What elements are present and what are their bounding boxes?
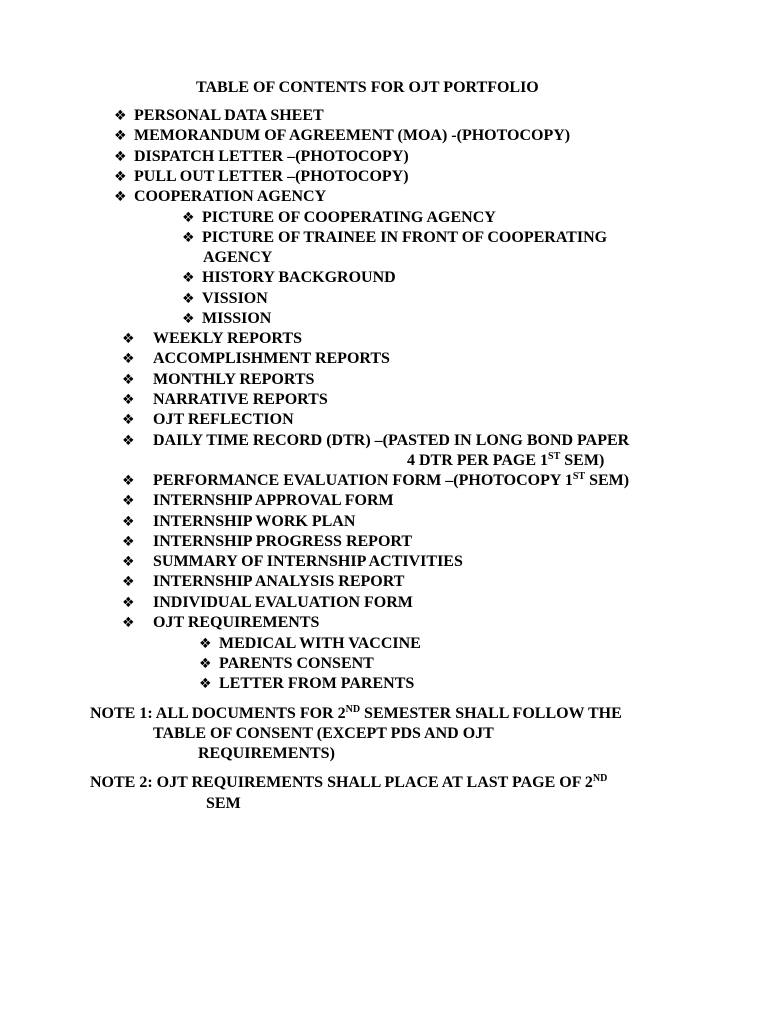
list-item-label: ACCOMPLISHMENT REPORTS	[153, 350, 390, 367]
list-item	[122, 552, 463, 572]
diamond-bullet-icon: ❖	[122, 554, 135, 570]
note-2-text: NOTE 2: OJT REQUIREMENTS SHALL PLACE AT LAST PAGE OF 2	[90, 774, 593, 791]
superscript: ST	[572, 471, 586, 482]
diamond-bullet-icon: ❖	[114, 108, 127, 124]
list-item	[122, 471, 629, 491]
list-item	[122, 532, 412, 552]
note-1	[90, 704, 622, 724]
list-item-label: PERFORMANCE EVALUATION FORM –(PHOTOCOPY 1	[153, 472, 573, 489]
note-1-text-end: SEMESTER SHALL FOLLOW THE	[360, 705, 622, 722]
list-item	[114, 147, 409, 167]
list-item-label: INTERNSHIP ANALYSIS REPORT	[153, 573, 405, 590]
list-item	[122, 329, 302, 349]
list-item	[122, 431, 629, 451]
list-item-label: PICTURE OF TRAINEE IN FRONT OF COOPERATING	[202, 229, 608, 246]
list-item-label: DAILY TIME RECORD (DTR) –(PASTED IN LONG BOND PAPER	[153, 432, 630, 449]
list-item	[122, 613, 319, 633]
list-item	[122, 512, 355, 532]
list-item	[122, 572, 404, 592]
list-item-label: INTERNSHIP WORK PLAN	[153, 513, 356, 530]
diamond-bullet-icon: ❖	[122, 574, 135, 590]
diamond-bullet-icon: ❖	[182, 311, 195, 327]
list-item-label: DISPATCH LETTER –(PHOTOCOPY)	[134, 148, 409, 165]
list-item	[122, 410, 294, 430]
list-item-label: PERSONAL DATA SHEET	[134, 107, 324, 124]
note-2	[90, 773, 607, 793]
diamond-bullet-icon: ❖	[182, 230, 195, 246]
diamond-bullet-icon: ❖	[122, 392, 135, 408]
sub-list-item	[199, 634, 421, 654]
list-item-label: MISSION	[202, 310, 272, 327]
list-item-continuation	[407, 451, 604, 471]
list-item-label: PARENTS CONSENT	[219, 655, 374, 672]
list-item	[122, 370, 314, 390]
diamond-bullet-icon: ❖	[114, 169, 127, 185]
diamond-bullet-icon: ❖	[122, 493, 135, 509]
list-item-label: WEEKLY REPORTS	[153, 330, 302, 347]
list-item-label: OJT REQUIREMENTS	[153, 614, 320, 631]
diamond-bullet-icon: ❖	[114, 149, 127, 165]
diamond-bullet-icon: ❖	[114, 128, 127, 144]
diamond-bullet-icon: ❖	[122, 331, 135, 347]
list-item-label: MONTHLY REPORTS	[153, 371, 315, 388]
dtr-line2-text: 4 DTR PER PAGE 1	[407, 452, 549, 469]
note-1-line-3: REQUIREMENTS)	[198, 745, 335, 762]
list-item-label: INTERNSHIP PROGRESS REPORT	[153, 533, 413, 550]
diamond-bullet-icon: ❖	[182, 291, 195, 307]
diamond-bullet-icon: ❖	[122, 351, 135, 367]
list-item	[122, 390, 328, 410]
diamond-bullet-icon: ❖	[182, 270, 195, 286]
sub-list-item	[182, 268, 396, 288]
sub-list-item	[199, 674, 414, 694]
list-item	[114, 187, 326, 207]
sub-list-item	[182, 309, 271, 329]
list-item-label: MEDICAL WITH VACCINE	[219, 635, 421, 652]
list-item-label: PULL OUT LETTER –(PHOTOCOPY)	[134, 168, 409, 185]
diamond-bullet-icon: ❖	[122, 615, 135, 631]
list-item	[114, 167, 409, 187]
superscript: ST	[548, 451, 561, 462]
list-item	[114, 106, 324, 126]
note-2-line-2: SEM	[206, 795, 241, 812]
sub-list-item	[182, 289, 268, 309]
sub-list-item-continuation: AGENCY	[203, 249, 273, 266]
list-item-label: OJT REFLECTION	[153, 411, 294, 428]
list-item-label: HISTORY BACKGROUND	[202, 269, 396, 286]
diamond-bullet-icon: ❖	[182, 210, 195, 226]
list-item-label: INDIVIDUAL EVALUATION FORM	[153, 594, 413, 611]
diamond-bullet-icon: ❖	[122, 514, 135, 530]
diamond-bullet-icon: ❖	[199, 636, 212, 652]
note-1-text: NOTE 1: ALL DOCUMENTS FOR 2	[90, 705, 346, 722]
list-item-label: COOPERATION AGENCY	[134, 188, 327, 205]
diamond-bullet-icon: ❖	[122, 595, 135, 611]
diamond-bullet-icon: ❖	[122, 433, 135, 449]
list-item-label: LETTER FROM PARENTS	[219, 675, 415, 692]
diamond-bullet-icon: ❖	[122, 534, 135, 550]
superscript: ND	[345, 704, 361, 715]
list-item-label-end: SEM)	[585, 472, 630, 489]
diamond-bullet-icon: ❖	[199, 676, 212, 692]
superscript: ND	[592, 773, 608, 784]
list-item-label: NARRATIVE REPORTS	[153, 391, 328, 408]
dtr-line2-text-end: SEM)	[560, 452, 605, 469]
sub-list-item	[182, 208, 496, 228]
diamond-bullet-icon: ❖	[122, 412, 135, 428]
list-item-label: MEMORANDUM OF AGREEMENT (MOA) -(PHOTOCOPY)	[134, 127, 571, 144]
diamond-bullet-icon: ❖	[199, 656, 212, 672]
diamond-bullet-icon: ❖	[114, 189, 127, 205]
list-item-label: VISSION	[202, 290, 268, 307]
list-item	[122, 491, 394, 511]
list-item	[122, 593, 413, 613]
list-item-label: INTERNSHIP APPROVAL FORM	[153, 492, 394, 509]
list-item	[122, 349, 390, 369]
diamond-bullet-icon: ❖	[122, 473, 135, 489]
list-item-label: PICTURE OF COOPERATING AGENCY	[202, 209, 496, 226]
sub-list-item	[199, 654, 374, 674]
note-1-line-2: TABLE OF CONSENT (EXCEPT PDS AND OJT	[153, 725, 494, 742]
diamond-bullet-icon: ❖	[122, 372, 135, 388]
list-item	[114, 126, 570, 146]
list-item-label: SUMMARY OF INTERNSHIP ACTIVITIES	[153, 553, 463, 570]
sub-list-item	[182, 228, 607, 248]
page-title: TABLE OF CONTENTS FOR OJT PORTFOLIO	[196, 79, 539, 96]
